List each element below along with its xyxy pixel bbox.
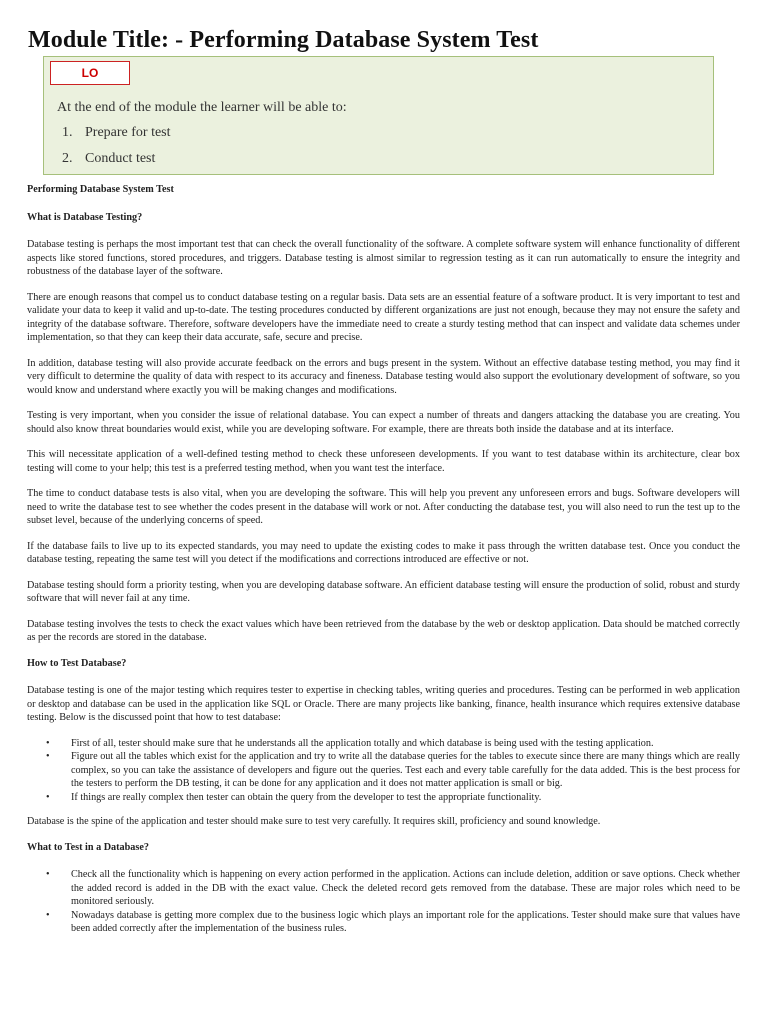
section-heading: How to Test Database? [27, 657, 127, 669]
paragraph: Database testing is perhaps the most important test that can check the overall functionality of the software. A complete software system will enhance functionality of different aspects like stored functions, stored procedures, and triggers. Database testing is almost similar to regression testing as it can run automatically to ensure the integrity and robustness of the database layer of the software. [27, 239, 740, 277]
bullet-icon: • [46, 909, 50, 921]
learning-outcome-box [43, 56, 714, 175]
lo-item-text: Conduct test [85, 151, 156, 166]
paragraph: Database is the spine of the application and tester should make sure to test very carefully. It requires skill, proficiency and sound knowledge. [27, 816, 601, 827]
lo-item [62, 125, 171, 151]
lo-item-text: Prepare for test [85, 125, 171, 140]
paragraph: In addition, database testing will also provide accurate feedback on the errors and bugs present in the system. Without an effective database testing method, you may find it very difficult to determine the quality of data with respect to its accuracy and fineness. Database testing would also support the evolutionary development of software, so you would know and understand where exactly you will be making changes and modifications. [27, 357, 740, 396]
lo-item [62, 151, 171, 177]
list-item [27, 750, 740, 791]
paragraph: Database testing should form a priority testing, when you are developing database software. An efficient database testing will ensure the production of solid, robust and sturdy software that will never fail at any time. [27, 579, 740, 604]
section-heading: What is Database Testing? [27, 211, 143, 223]
lo-intro: At the end of the module the learner will be able to: [57, 100, 347, 115]
list-item-text: Check all the functionality which is happening on every action performed in the application. Actions can include deletion, addition or save options. Check whether the added record is added in the DB with the exact value. Check the deleted record gets removed from the database. These are major roles which need to be monitored seriously. [71, 869, 740, 907]
paragraph: Database testing is one of the major testing which requires tester to expertise in checking tables, writing queries and procedures. Testing can be performed in web application or desktop and database can be used in the application like SQL or Oracle. There are many projects like banking, finance, health insurance which requires extensive database testing. Below is the discussed point that how to test database: [27, 685, 740, 723]
module-title: Module Title: - Performing Database System Test [28, 27, 539, 53]
paragraph: There are enough reasons that compel us to conduct database testing on a regular basis. Data sets are an essential feature of a software product. It is very important to test and validate your data to keep it valid and up-to-date. The testing procedures conducted by different organizations are just not enough, because they may not ensure the safety and integrity of the database software. Therefore, software developers have the immediate need to create a sturdy testing method that can inspect and validate data schemes under implementation, so that they can keep their data accurate, safe, secure and precise. [27, 291, 740, 343]
list-item-text: If things are really complex then tester can obtain the query from the developer to test the appropriate functionality. [71, 791, 542, 803]
list-item [27, 909, 740, 936]
paragraph: Database testing involves the tests to check the exact values which have been retrieved from the database by the web or desktop application. Data should be matched correctly as per the records are stored in the database. [27, 618, 740, 643]
list-item [27, 868, 740, 909]
bullet-icon: • [46, 751, 50, 762]
lo-item-number: 2. [62, 151, 73, 166]
bullet-list [27, 737, 740, 805]
bullet-icon: • [46, 869, 50, 880]
list-item [27, 791, 740, 805]
bullet-icon: • [46, 791, 50, 803]
paragraph: If the database fails to live up to its expected standards, you may need to update the existing codes to make it pass through the written database test. Once you conduct the database testing, repeating the same test will you detect if the modifications and corrections introduced are effective or not. [27, 540, 740, 565]
list-item [27, 737, 740, 751]
bullet-list [27, 868, 740, 936]
paragraph: Testing is very important, when you consider the issue of relational database. You can expect a number of threats and dangers attacking the database you are creating. You should also know threat boundaries would exist, while you are developing software. For example, there are threats both inside the database and at its interface. [27, 410, 740, 435]
list-item-text: Figure out all the tables which exist for the application and try to write all the database queries for the tables to execute since there are many things which are really complex, so you can take the assistance of developers and figure out the queries. Test each and every table carefully for the data added. This is the best process for the testers to perform the DB testing, it can be done for any application and it does not matter application is small or big. [71, 751, 740, 789]
bullet-icon: • [46, 737, 50, 749]
lo-item-number: 1. [62, 125, 73, 140]
section-heading: Performing Database System Test [27, 184, 174, 195]
lo-badge: LO [50, 61, 130, 85]
paragraph: This will necessitate application of a well-defined testing method to check these unforeseen developments. If you want to test database within its architecture, clear box testing will come to your help; this test is a preferred testing method, when you want test the interface. [27, 449, 740, 474]
section-heading: What to Test in a Database? [27, 841, 149, 853]
document-body [27, 183, 740, 947]
paragraph: The time to conduct database tests is also vital, when you are developing the software. This will help you prevent any unforeseen errors and bugs. Software developers will need to write the database test to see whether the codes present in the database will work or not. After conducting the database test, you will also need to run the test up to the subset level, because of the underlying concerns of speed. [27, 488, 740, 526]
lo-list [62, 125, 171, 177]
list-item-text: First of all, tester should make sure that he understands all the application totally and which database is being used with the testing application. [71, 737, 654, 749]
list-item-text: Nowadays database is getting more complex due to the business logic which plays an important role for the applications. Tester should make sure that values have been added correctly after the implementation of the business rules. [71, 909, 740, 934]
